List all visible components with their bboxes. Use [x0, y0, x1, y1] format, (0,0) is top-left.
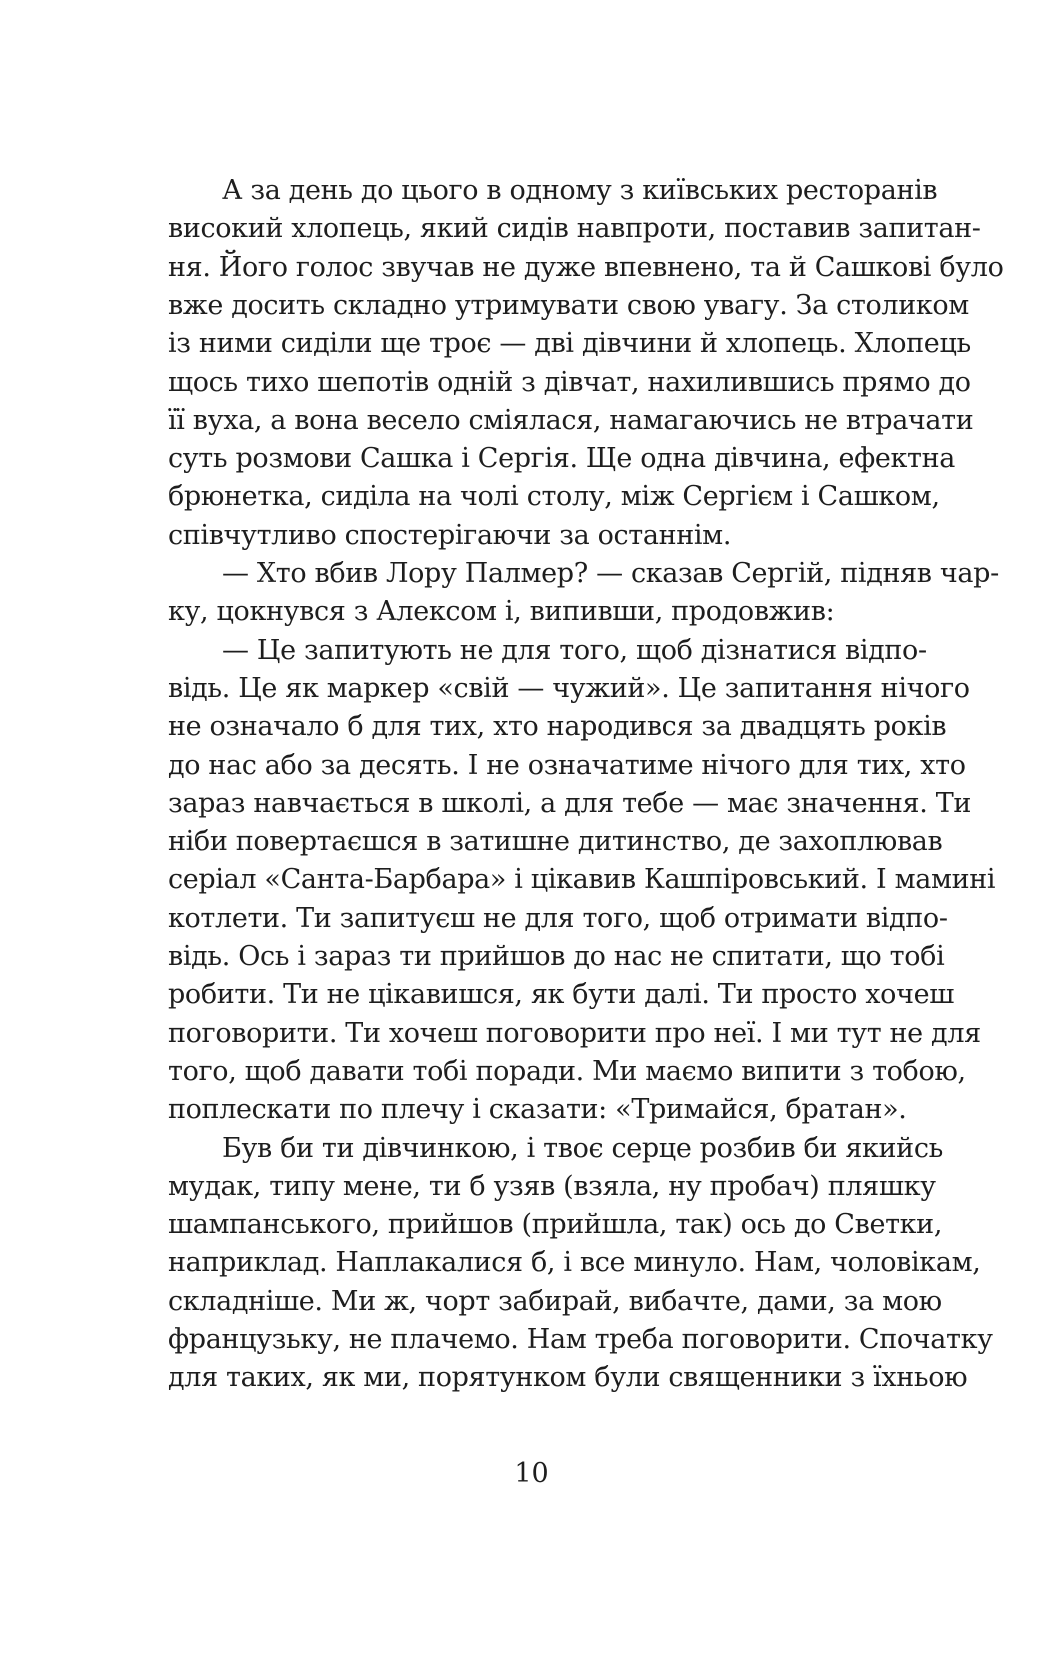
text-line: співчутливо спостерігаючи за останнім. [168, 519, 732, 551]
text-line: поговорити. Ти хочеш поговорити про неї. І ми тут не для [168, 1017, 981, 1049]
text-line: серіал «Санта-Барбара» і цікавив Кашпіровський. І мамині [168, 864, 996, 896]
text-line: високий хлопець, який сидів навпроти, поставив запитан- [168, 213, 981, 245]
text-line: Був би ти дівчинкою, і твоє серце розбив би якийсь [222, 1132, 943, 1164]
text-line: шампанського, прийшов (прийшла, так) ось до Светки, [168, 1209, 943, 1241]
text-line: не означало б для тих, хто народився за двадцять років [168, 711, 947, 743]
text-line: робити. Ти не цікавишся, як бути далі. Ти просто хочеш [168, 979, 954, 1011]
text-line: поплескати по плечу і сказати: «Тримайся, братан». [168, 1094, 907, 1126]
text-line: французьку, не плачемо. Нам треба поговорити. Спочатку [168, 1324, 993, 1355]
text-line: із ними сиділи ще троє — дві дівчини й хлопець. Хлопець [168, 328, 971, 360]
text-line: А за день до цього в одному з київських ресторанів [222, 175, 938, 206]
text-line: брюнетка, сиділа на чолі столу, між Сергієм і Сашком, [168, 481, 940, 513]
text-line: — Це запитують не для того, щоб дізнатися відпо- [222, 634, 927, 666]
text-line: наприклад. Наплакалися б, і все минуло. Нам, чоловікам, [168, 1247, 981, 1279]
text-line: ніби повертаєшся в затишне дитинство, де захоплював [168, 826, 943, 858]
text-line: до нас або за десять. І не означатиме нічого для тих, хто [168, 749, 966, 781]
page-number: 10 [514, 1458, 549, 1489]
text-line: — Хто вбив Лору Палмер? — сказав Сергій, підняв чар- [222, 558, 999, 589]
text-line: мудак, типу мене, ти б узяв (взяла, ну пробач) пляшку [168, 1170, 936, 1202]
text-line: суть розмови Сашка і Сергія. Ще одна дівчина, ефектна [168, 443, 955, 475]
text-line: щось тихо шепотів одній з дівчат, нахилившись прямо до [168, 366, 971, 398]
text-line: котлети. Ти запитуєш не для того, щоб отримати відпо- [168, 902, 948, 934]
text-line: ня. Його голос звучав не дуже впевнено, та й Сашкові було [168, 251, 1004, 283]
text-line: для таких, як ми, порятунком були священники з їхньою [168, 1362, 968, 1394]
text-line: складніше. Ми ж, чорт забирай, вибачте, дами, за мою [168, 1285, 942, 1317]
text-line: її вуха, а вона весело сміялася, намагаючись не втрачати [168, 404, 974, 436]
text-line: ку, цокнувся з Алексом і, випивши, продовжив: [168, 596, 835, 628]
text-line: відь. Ось і зараз ти прийшов до нас не спитати, що тобі [168, 941, 945, 972]
text-line: зараз навчається в школі, а для тебе — має значення. Ти [168, 787, 971, 819]
text-line: відь. Це як маркер «свій — чужий». Це запитання нічого [168, 672, 970, 704]
text-line: того, щоб давати тобі поради. Ми маємо випити з тобою, [168, 1055, 966, 1087]
text-line: вже досить складно утримувати свою увагу. За столиком [168, 289, 969, 321]
